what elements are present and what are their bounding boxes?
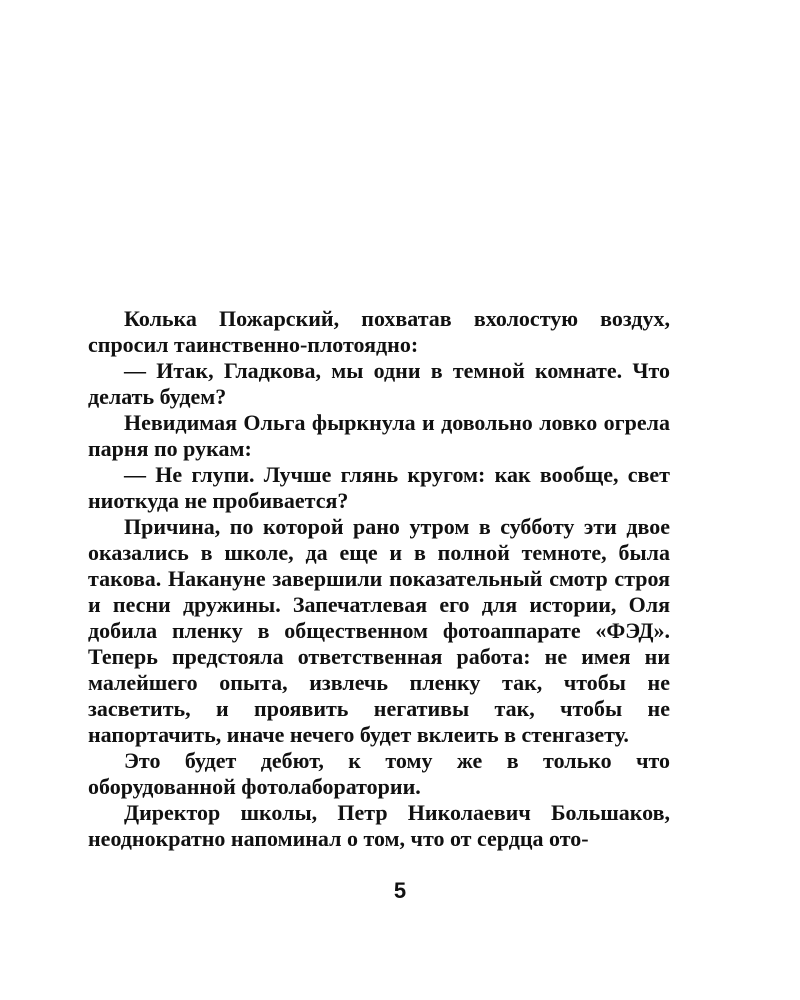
- paragraph-1: Колька Пожарский, похватав вхолостую воздух, спросил таинственно-плотоядно:: [88, 306, 670, 357]
- paragraph-7: Директор школы, Петр Николаевич Большаков, неоднократно напоминал о том, что от сердца ото-: [88, 800, 670, 851]
- paragraph-3: Невидимая Ольга фыркнула и довольно ловко огрела парня по рукам:: [88, 410, 670, 461]
- body-text: [88, 306, 670, 852]
- paragraph-5: Причина, по которой рано утром в субботу эти двое оказались в школе, да еще и в полной темноте, была такова. Накануне завершили показательный смотр строя и песни дружины. Запечатлевая его для истории, Оля добила пленку в общественном фотоаппарате «ФЭД». Теперь предстояла ответственная работа: не имея ни малейшего опыта, извлечь пленку так, чтобы не засветить, и проявить негативы так, чтобы не напортачить, иначе нечего будет вклеить в стенгазету.: [88, 514, 670, 747]
- paragraph-2: — Итак, Гладкова, мы одни в темной комнате. Что делать будем?: [88, 358, 670, 409]
- paragraph-6: Это будет дебют, к тому же в только что оборудованной фотолаборатории.: [88, 748, 670, 799]
- paragraph-4: — Не глупи. Лучше глянь кругом: как вообще, свет ниоткуда не пробивается?: [88, 462, 670, 513]
- page-number: 5: [393, 878, 407, 903]
